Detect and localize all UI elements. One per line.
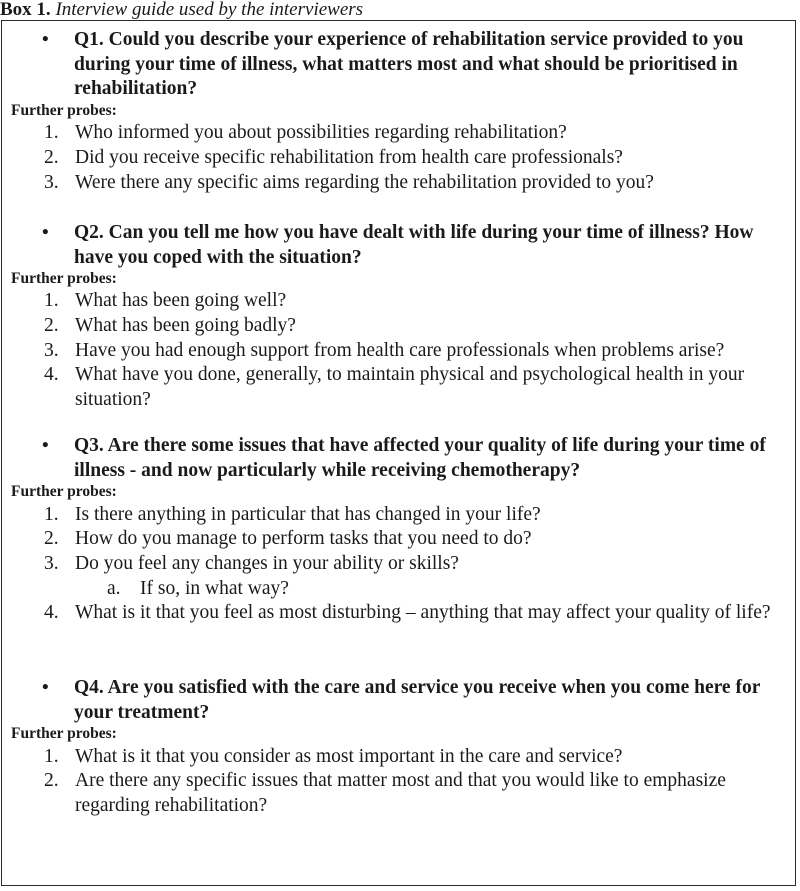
probe-item: What is it that you feel as most disturbing – anything that may affect your quality of life? bbox=[75, 602, 771, 623]
interview-guide-box bbox=[1, 20, 796, 886]
box-label: Box 1. bbox=[0, 0, 51, 20]
box-caption bbox=[0, 0, 363, 20]
probe-number: 3. bbox=[44, 172, 59, 193]
probe-number: 3. bbox=[44, 340, 59, 361]
probe-number: 3. bbox=[44, 553, 59, 574]
box-title: Interview guide used by the interviewers bbox=[55, 0, 364, 20]
probe-number: 4. bbox=[44, 602, 59, 623]
probe-item: Is there anything in particular that has changed in your life? bbox=[75, 504, 541, 525]
probe-number: 4. bbox=[44, 364, 59, 385]
probe-number: 1. bbox=[44, 504, 59, 525]
probe-item: What have you done, generally, to maintain physical and psychological health in your situation? bbox=[75, 364, 745, 410]
probe-item: Are there any specific issues that matter most and that you would like to emphasize regarding rehabilitation? bbox=[75, 770, 726, 816]
further-probes-label: Further probes: bbox=[11, 270, 117, 287]
probe-subitem: If so, in what way? bbox=[140, 578, 289, 599]
further-probes-label: Further probes: bbox=[11, 725, 117, 742]
further-probes-label: Further probes: bbox=[11, 102, 117, 119]
probe-item: Were there any specific aims regarding the rehabilitation provided to you? bbox=[75, 172, 654, 193]
probe-item: What is it that you consider as most important in the care and service? bbox=[75, 746, 623, 767]
probe-number: 2. bbox=[44, 528, 59, 549]
probe-number: 2. bbox=[44, 315, 59, 336]
probe-item: What has been going well? bbox=[75, 290, 287, 311]
probe-number: 1. bbox=[44, 290, 59, 311]
bullet-icon: • bbox=[42, 29, 49, 50]
further-probes-label: Further probes: bbox=[11, 483, 117, 500]
bullet-icon: • bbox=[42, 677, 49, 698]
probe-item: Have you had enough support from health care professionals when problems arise? bbox=[75, 340, 725, 361]
probe-number: 1. bbox=[44, 122, 59, 143]
probe-item: What has been going badly? bbox=[75, 315, 296, 336]
probe-number: 2. bbox=[44, 770, 59, 791]
bullet-icon: • bbox=[42, 222, 49, 243]
question-1: Q1. Could you describe your experience of rehabilitation service provided to you during your time of illness, what matters most and what should be prioritised in rehabilitation? bbox=[74, 29, 744, 99]
probe-number: 1. bbox=[44, 746, 59, 767]
probe-item: Did you receive specific rehabilitation from health care professionals? bbox=[75, 147, 623, 168]
probe-item: Who informed you about possibilities regarding rehabilitation? bbox=[75, 122, 567, 143]
probe-item: Do you feel any changes in your ability or skills? bbox=[75, 553, 459, 574]
question-2: Q2. Can you tell me how you have dealt with life during your time of illness? How have you coped with the situation? bbox=[74, 222, 754, 268]
probe-number: 2. bbox=[44, 147, 59, 168]
question-4: Q4. Are you satisfied with the care and service you receive when you come here for your treatment? bbox=[74, 677, 761, 723]
question-3: Q3. Are there some issues that have affected your quality of life during your time of illness - and now particularly while receiving chemotherapy? bbox=[74, 435, 766, 481]
probe-item: How do you manage to perform tasks that you need to do? bbox=[75, 528, 532, 549]
probe-subnumber: a. bbox=[107, 578, 121, 599]
bullet-icon: • bbox=[42, 435, 49, 456]
